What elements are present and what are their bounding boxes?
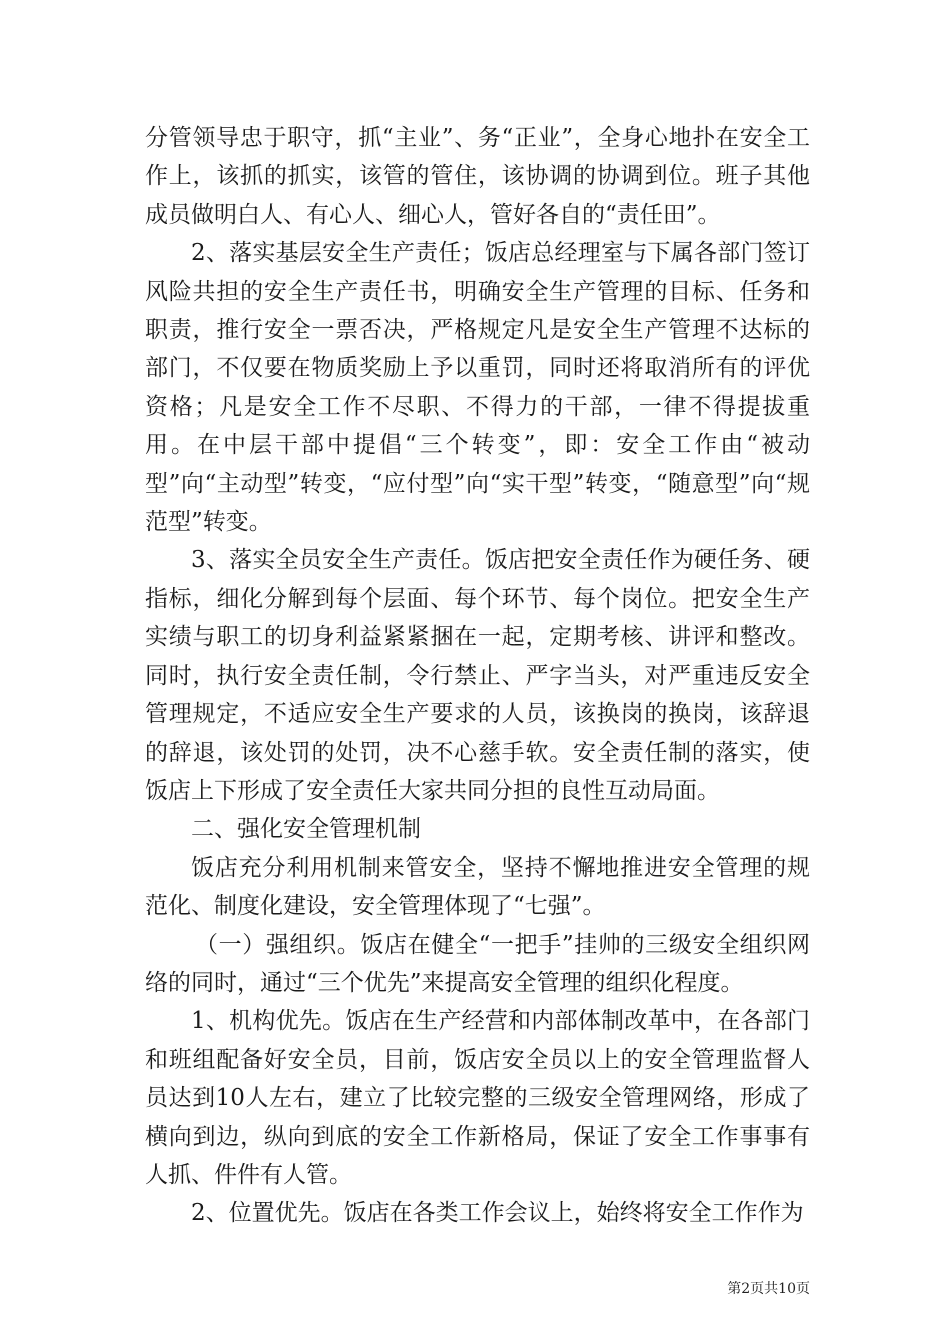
paragraph-item-2: 2、落实基层安全生产责任；饭店总经理室与下属各部门签订风险共担的安全生产责任书，明确安全生产管理的目标、任务和职责，推行安全一票否决，严格规定凡是安全生产管理不达标的部门，不仅要在物质奖励上予以重罚，同时还将取消所有的评优资格；凡是安全工作不尽职、不得力的干部，一律不得提拔重用。在中层干部中提倡“三个转变”，即：安全工作由“被动型”向“主动型”转变，“应付型”向“实干型”转变，“随意型”向“规范型”转变。 [145,240,810,536]
paragraph-item-1: 1、机构优先。饭店在生产经营和内部体制改革中，在各部门和班组配备好安全员，目前，饭店安全员以上的安全管理监督人员达到10人左右，建立了比较完整的三级安全管理网络，形成了横向到边，纵向到底的安全工作新格局，保证了安全工作事事有人抓、件件有人管。 [145,1008,810,1188]
paragraph-intro: 饭店充分利用机制来管安全，坚持不懈地推进安全管理的规范化、制度化建设，安全管理体现了“七强”。 [145,854,810,920]
paragraph-continuation: 分管领导忠于职守，抓“主业”、务“正业”，全身心地扑在安全工作上，该抓的抓实，该管的管住，该协调的协调到位。班子其他成员做明白人、有心人、细心人，管好各自的“责任田”。 [145,125,810,228]
section-heading: 二、强化安全管理机制 [191,816,421,843]
paragraph-subsection-1: （一）强组织。饭店在健全“一把手”挂帅的三级安全组织网络的同时，通过“三个优先”来提高安全管理的组织化程度。 [145,931,810,996]
paragraph-item-2b: 2、位置优先。饭店在各类工作会议上，始终将安全工作作为 [191,1200,804,1227]
paragraph-item-3: 3、落实全员安全生产责任。饭店把安全责任作为硬任务、硬指标，细化分解到每个层面、每个环节、每个岗位。把安全生产实绩与职工的切身利益紧紧捆在一起，定期考核、讲评和整改。同时，执行安全责任制，令行禁止、严字当头，对严重违反安全管理规定，不适应安全生产要求的人员，该换岗的换岗，该辞退的辞退，该处罚的处罚，决不心慈手软。安全责任制的落实，使饭店上下形成了安全责任大家共同分担的良性互动局面。 [145,547,810,804]
document-body [145,119,810,1233]
page-number: 第2页共10页 [727,1281,810,1297]
